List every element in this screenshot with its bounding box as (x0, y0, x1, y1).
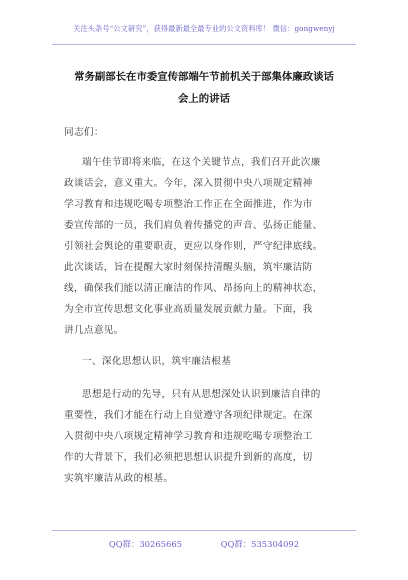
body-line: 为全市宣传思想文化事业高质量发展贡献力量。下面，我 (64, 304, 313, 315)
body-line: 入贯彻中央八项规定精神学习教育和违规吃喝专项整治工 (64, 431, 313, 442)
title-line-2: 会上的讲话 (178, 93, 230, 105)
footer (0, 538, 408, 550)
document-title (40, 66, 368, 110)
body-line: 委宣传部的一员，我们肩负着传播党的声音、弘扬正能量、 (64, 220, 323, 231)
body-line: 讲几点意见。 (64, 325, 124, 336)
title-line-1: 常务副部长在市委宣传部端午节前机关于部集体廉政谈话 (74, 71, 334, 83)
footer-qq-group-1: QQ群：30265665 (108, 539, 182, 549)
body-line: 端午佳节即将来临，在这个关键节点，我们召开此次廉 (82, 157, 321, 168)
body-line: 此次谈话，旨在提醒大家时刻保持清醒头脑，筑牢廉洁防 (64, 262, 313, 273)
body-line: 政谈话会，意义重大。今年，深入贯彻中央八项规定精神 (64, 178, 313, 189)
body-line: 思想是行动的先导，只有从思想深处认识到廉洁自律的 (82, 389, 321, 400)
body-line: 作的大背景下，我们必须把思想认识提升到新的高度，切 (64, 452, 313, 463)
footer-divider (52, 530, 356, 531)
section-heading: 一、深化思想认识，筑牢廉洁根基 (82, 356, 232, 367)
header-divider (52, 44, 356, 45)
salutation: 同志们： (64, 127, 104, 138)
body-line: 实筑牢廉洁从政的根基。 (64, 473, 174, 484)
body-line: 引领社会舆论的重要职责，更应以身作则，严守纪律底线。 (64, 241, 323, 252)
body-line: 重要性，我们才能在行动上自觉遵守各项纪律规定。在深 (64, 410, 313, 421)
body-line: 线，确保我们能以清正廉洁的作风、昂扬向上的精神状态， (64, 283, 323, 294)
footer-qq-group-2: QQ群：535304092 (220, 539, 300, 549)
header-banner: 关注头条号“公文研究”，获得最新最全最专业的公文资料库！ 微信：gongwenyj (73, 24, 335, 33)
body-line: 学习教育和违规吃喝专项整治工作正在全面推进，作为市 (64, 199, 313, 210)
